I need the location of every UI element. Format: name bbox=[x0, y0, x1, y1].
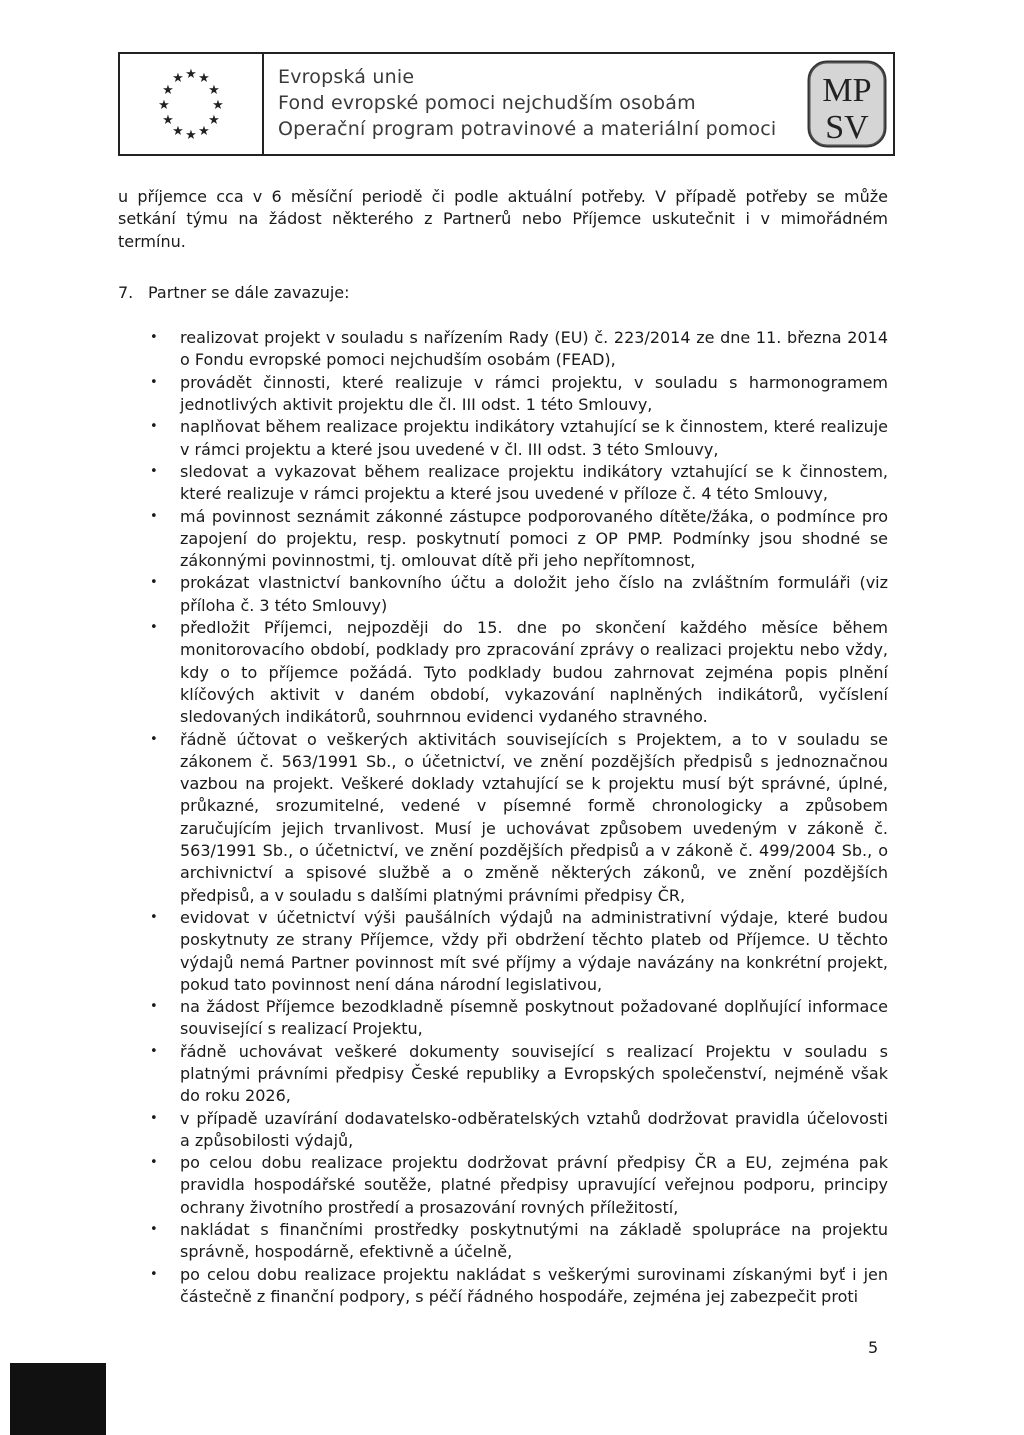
list-item: • po celou dobu realizace projektu dodržovat právní předpisy ČR a EU, zejména pak pravidla hospodářské soutěže, platné předpisy upravující veřejnou podporu, principy ochrany životního prostředí a prosazování rovných příležitostí, bbox=[150, 1153, 888, 1217]
bullet-icon: • bbox=[150, 909, 158, 925]
page-number: 5 bbox=[868, 1338, 879, 1357]
intro-paragraph: u příjemce cca v 6 měsíční periodě či podle aktuální potřeby. V případě potřeby se může setkání týmu na žádost některého z Partnerů nebo Příjemce uskutečnit i v mimořádném termínu. bbox=[118, 187, 888, 251]
list-item: • má povinnost seznámit zákonné zástupce podporovaného dítěte/žáka, o podmínce pro zapojení do projektu, resp. poskytnutí pomoci z OP PMP. Podmínky jsou shodné se zákonnými povinnostmi, tj. omlouvat dítě při jeho nepřítomnost, bbox=[150, 506, 888, 571]
list-item: • v případě uzavírání dodavatelsko-odběratelských vztahů dodržovat pravidla účelovosti a způsobilosti výdajů, bbox=[150, 1108, 888, 1150]
svg-text:★: ★ bbox=[198, 71, 210, 86]
list-item: • nakládat s finančními prostředky poskytnutými na základě spolupráce na projektu správně, hospodárně, efektivně a účelně, bbox=[150, 1220, 888, 1262]
mpsv-logo-bottom: SV bbox=[825, 109, 869, 146]
svg-text:★: ★ bbox=[212, 98, 224, 113]
list-item: • provádět činnosti, které realizuje v rámci projektu, v souladu s harmonogramem jednotlivých aktivit projektu dle čl. III odst. 1 této Smlouvy, bbox=[150, 372, 888, 415]
obligations-list bbox=[118, 327, 888, 1308]
list-item: • řádně uchovávat veškeré dokumenty související s realizací Projektu v souladu s platnými právními předpisy České republiky a Evropských společenství, nejméně však do roku 2026, bbox=[150, 1041, 888, 1106]
svg-text:★: ★ bbox=[172, 124, 184, 139]
list-item: • prokázat vlastnictví bankovního účtu a doložit jeho číslo na zvláštním formuláři (viz příloha č. 3 této Smlouvy) bbox=[150, 573, 888, 615]
bullet-icon: • bbox=[150, 1043, 158, 1059]
document-header bbox=[118, 52, 895, 156]
svg-text:★: ★ bbox=[162, 83, 174, 98]
bullet-icon: • bbox=[150, 330, 158, 346]
bullet-icon: • bbox=[150, 1222, 158, 1238]
bullet-icon: • bbox=[150, 374, 158, 390]
svg-text:★: ★ bbox=[162, 113, 174, 128]
bullet-icon: • bbox=[150, 1266, 158, 1282]
svg-text:★: ★ bbox=[172, 71, 184, 86]
section-7-heading bbox=[118, 282, 888, 304]
bullet-icon: • bbox=[150, 508, 158, 524]
list-item: • naplňovat během realizace projektu indikátory vztahující se k činnostem, které realizuje v rámci projektu a které jsou uvedené v čl. III odst. 3 této Smlouvy, bbox=[150, 417, 888, 459]
list-item: • evidovat v účetnictví výši paušálních výdajů na administrativní výdaje, které budou poskytnuty ze strany Příjemce, vždy při obdržení těchto plateb od Příjemce. U těchto výdajů nemá Partner povinnost mít své příjmy a výdaje navázány na konkrétní projekt, pokud tato povinnost není dána národní legislativou, bbox=[150, 907, 888, 994]
redaction-block bbox=[10, 1363, 106, 1435]
section-title: Partner se dále zavazuje: bbox=[148, 282, 350, 302]
bullet-icon: • bbox=[150, 731, 158, 747]
bullet-icon: • bbox=[150, 620, 158, 636]
section-number: 7. bbox=[118, 282, 134, 302]
bullet-icon: • bbox=[150, 1110, 158, 1126]
eu-flag-logo bbox=[120, 54, 264, 154]
mpsv-logo-top: MP bbox=[822, 72, 872, 109]
list-item: • po celou dobu realizace projektu nakládat s veškerými surovinami získanými byť i jen částečně z finanční podpory, s péčí řádného hospodáře, zejména jej zabezpečit proti bbox=[150, 1264, 888, 1306]
header-line-fund: Fond evropské pomoci nejchudším osobám bbox=[278, 92, 696, 114]
mpsv-logo bbox=[807, 58, 887, 150]
eu-stars-icon bbox=[120, 54, 262, 154]
svg-text:★: ★ bbox=[158, 98, 170, 113]
document-body bbox=[118, 186, 888, 1308]
svg-text:★: ★ bbox=[185, 67, 197, 82]
svg-text:★: ★ bbox=[208, 83, 220, 98]
bullet-icon: • bbox=[150, 463, 158, 479]
header-line-eu: Evropská unie bbox=[278, 66, 415, 88]
svg-text:★: ★ bbox=[185, 128, 197, 143]
bullet-icon: • bbox=[150, 999, 158, 1015]
list-item: • realizovat projekt v souladu s nařízením Rady (EU) č. 223/2014 ze dne 11. března 2014 o Fondu evropské pomoci nejchudším osobám (FEAD), bbox=[150, 328, 888, 370]
list-item: • řádně účtovat o veškerých aktivitách souvisejících s Projektem, a to v souladu se zákonem č. 563/1991 Sb., o účetnictví, ve znění pozdějších předpisů s jednoznačnou vazbou na projekt. Veškeré doklady vztahující se k projektu musí být správné, úplné, průkazné, srozumitelné, vedené v písemné formě chronologicky a způsobem zaručujícím jejich trvanlivost. Musí je uchovávat způsobem uvedeným v zákoně č. 563/1991 Sb., o účetnictví, ve znění pozdějších předpisů a v zákoně č. 499/2004 Sb., o archivnictví a spisové službě a o změně některých zákonů, ve znění pozdějších předpisů, a v souladu s dalšími platnými právními předpisy ČR, bbox=[150, 729, 888, 905]
list-item: • sledovat a vykazovat během realizace projektu indikátory vztahující se k činnostem, které realizuje v rámci projektu a které jsou uvedené v příloze č. 4 této Smlouvy, bbox=[150, 461, 888, 504]
header-line-program: Operační program potravinové a materiální pomoci bbox=[278, 118, 777, 140]
bullet-icon: • bbox=[150, 575, 158, 591]
list-item: • na žádost Příjemce bezodkladně písemně poskytnout požadované doplňující informace související s realizací Projektu, bbox=[150, 997, 888, 1039]
bullet-icon: • bbox=[150, 1155, 158, 1171]
svg-text:★: ★ bbox=[198, 124, 210, 139]
svg-text:★: ★ bbox=[208, 113, 220, 128]
bullet-icon: • bbox=[150, 419, 158, 435]
list-item: • předložit Příjemci, nejpozději do 15. dne po skončení každého měsíce během monitorovacího období, podklady pro zpracování zprávy o realizaci projektu nebo vždy, kdy o to příjemce požádá. Tyto podklady budou zahrnovat zejména popis plnění klíčových aktivit v daném období, vykazování naplněných indikátorů, vyčíslení sledovaných indikátorů, souhrnnou evidenci vydaného stravného. bbox=[150, 618, 888, 727]
